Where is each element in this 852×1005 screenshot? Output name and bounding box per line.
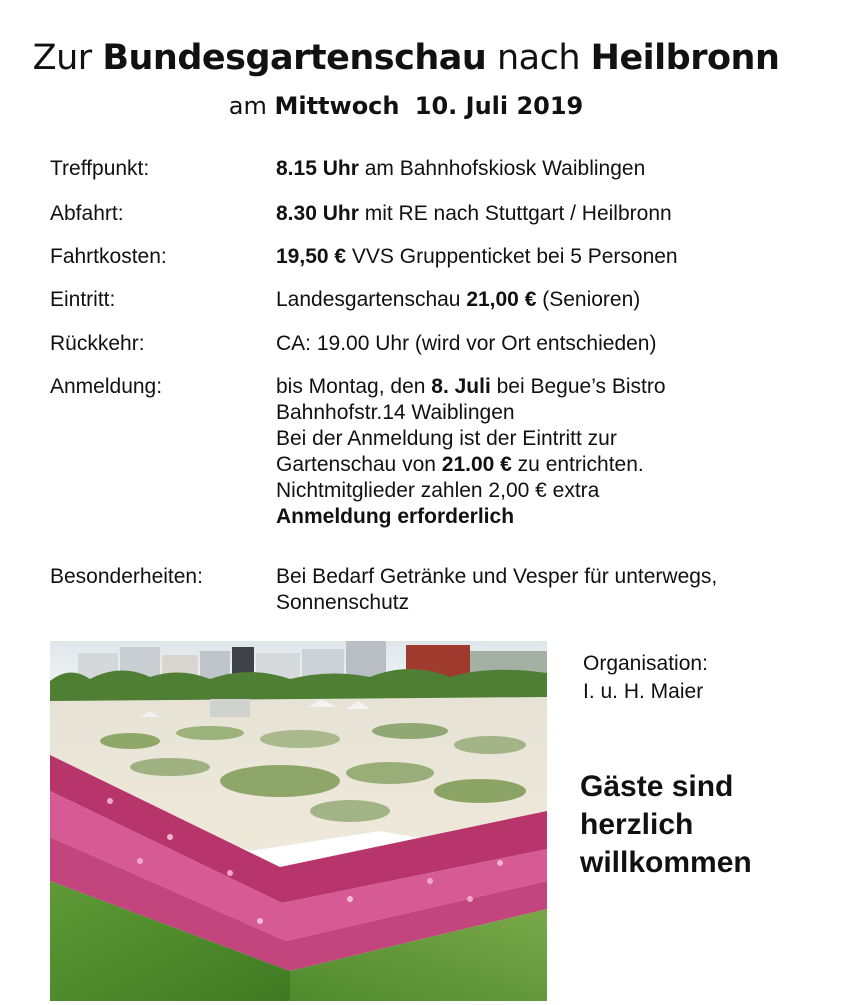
label-rueckkehr: Rückkehr:	[50, 332, 145, 355]
organisation-name: I. u. H. Maier	[583, 680, 704, 703]
event-date: am Mittwoch 10. Juli 2019	[228, 92, 584, 120]
row-besonderheiten	[50, 564, 840, 624]
label-anmeldung: Anmeldung:	[50, 375, 163, 398]
label-abfahrt: Abfahrt:	[50, 202, 124, 225]
value-anmeldung	[276, 374, 836, 530]
anmeldung-line-3: Bei der Anmeldung ist der Eintritt zur	[276, 427, 617, 450]
label-eintritt: Eintritt:	[50, 288, 116, 311]
anmeldung-line-5: Nichtmitglieder zahlen 2,00 € extra	[276, 479, 600, 502]
guests-welcome	[580, 768, 752, 882]
label-treffpunkt: Treffpunkt:	[50, 157, 150, 180]
value-treffpunkt: 8.15 Uhr am Bahnhofskiosk Waiblingen	[276, 157, 646, 180]
garden-photo	[50, 641, 547, 1001]
guests-line-1: Gäste sind	[580, 770, 734, 803]
label-besonderheiten: Besonderheiten:	[50, 565, 203, 588]
organisation-label: Organisation:	[583, 652, 708, 675]
value-eintritt: Landesgartenschau 21,00 € (Senioren)	[276, 288, 641, 311]
besonderheiten-line-1: Bei Bedarf Getränke und Vesper für unterwegs,	[276, 565, 718, 588]
value-abfahrt: 8.30 Uhr mit RE nach Stuttgart / Heilbronn	[276, 202, 672, 225]
anmeldung-line-4: Gartenschau von 21.00 € zu entrichten.	[276, 453, 644, 476]
page-title: Zur Bundesgartenschau nach Heilbronn	[32, 38, 780, 78]
value-besonderheiten	[276, 564, 836, 616]
organisation	[583, 650, 708, 706]
anmeldung-line-2: Bahnhofstr.14 Waiblingen	[276, 401, 515, 424]
guests-line-3: willkommen	[580, 846, 752, 879]
besonderheiten-line-2: Sonnenschutz	[276, 591, 410, 614]
value-rueckkehr: CA: 19.00 Uhr (wird vor Ort entschieden)	[276, 332, 657, 355]
value-fahrtkosten: 19,50 € VVS Gruppenticket bei 5 Personen	[276, 245, 678, 268]
label-fahrtkosten: Fahrtkosten:	[50, 245, 167, 268]
anmeldung-line-1: bis Montag, den 8. Juli bei Begue’s Bistro	[276, 375, 666, 398]
anmeldung-required: Anmeldung erforderlich	[276, 505, 515, 528]
guests-line-2: herzlich	[580, 808, 694, 841]
row-anmeldung	[50, 374, 840, 544]
